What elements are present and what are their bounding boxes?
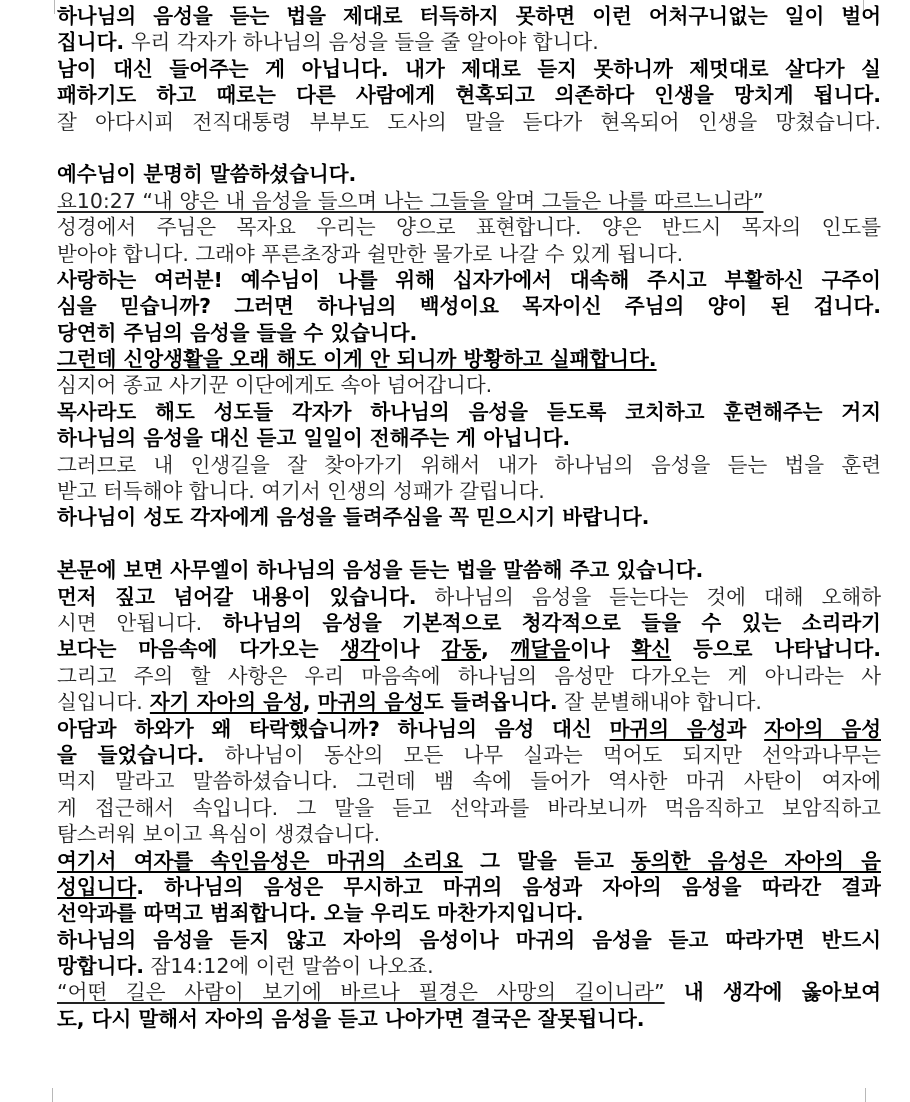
text-line — [57, 3, 881, 29]
text-line — [57, 953, 881, 979]
bold-text: 망합니다. — [57, 954, 144, 979]
underlined-text: 자아의 음성 — [764, 716, 881, 741]
text-line — [57, 848, 881, 874]
text-line — [57, 109, 881, 135]
bold-text: 보다는 마음속에 다가오는 — [57, 637, 341, 662]
bold-text: , — [302, 690, 318, 715]
bold-text: 패하기도 하고 때로는 다른 사람에게 현혹되고 의존하다 인생을 망치게 됩니다. — [57, 83, 881, 108]
text-line — [57, 504, 881, 530]
regular-text: 실입니다. — [57, 690, 143, 715]
regular-text: 받고 터득해야 합니다. 여기서 인생의 성패가 갈립니다. — [57, 479, 545, 504]
text-line — [57, 267, 881, 293]
bold-text: 선악과를 따먹고 범죄합니다. 오늘 우리도 마찬가지입니다. — [57, 901, 584, 926]
bold-text: 하나님의 음성을 대신 듣고 일일이 전해주는 게 아닙니다. — [57, 426, 571, 451]
regular-text: 하나님의 음성을 듣는다는 것에 대해 오해하 — [416, 584, 881, 609]
page-corner-mark-bottom-right — [865, 1088, 888, 1102]
bold-text: 먼저 짚고 넘어갈 내용이 있습니다. — [57, 584, 417, 609]
bold-text: 아담과 하와가 왜 타락했습니까? 하나님의 음성 대신 — [57, 716, 610, 741]
bold-text: 집니다. — [57, 30, 125, 55]
regular-text: 성경에서 주님은 목자요 우리는 양으로 표현합니다. 양은 반드시 목자의 인도를 — [57, 215, 881, 240]
bold-text: . 하나님의 음성은 무시하고 마귀의 음성과 자아의 음성을 따라간 결과 — [136, 874, 881, 899]
bold-text: , — [481, 637, 511, 662]
underlined-text: 요10:27 “내 양은 내 음성을 들으며 나는 그들을 알며 그들은 나를 따르느니라” — [57, 188, 764, 213]
text-line — [57, 478, 881, 504]
bold-text: 예수님이 분명히 말씀하셨습니다. — [57, 162, 357, 187]
text-line — [57, 821, 881, 847]
bold-text: 이나 — [379, 637, 442, 662]
text-line — [57, 742, 881, 768]
regular-text: 시면 안됩니다. — [57, 610, 203, 635]
bold-text: 과 — [726, 716, 765, 741]
text-line — [57, 927, 881, 953]
bold-text — [143, 690, 150, 714]
text-line — [57, 689, 881, 715]
regular-text: 탐스러워 보이고 욕심이 생겼습니다. — [57, 822, 381, 847]
text-line — [57, 399, 881, 425]
bold-text: 본문에 보면 사무엘이 하나님의 음성을 듣는 법을 말씀해 주고 있습니다. — [57, 558, 704, 583]
text-line — [57, 214, 881, 240]
bold-text: 도, 다시 말해서 자아의 음성을 듣고 나아가면 결국은 잘못됩니다. — [57, 1006, 645, 1031]
text-line — [57, 241, 881, 267]
bold-text: 당연히 주님의 음성을 들을 수 있습니다. — [57, 320, 418, 345]
underlined-text: 자기 자아의 음성 — [149, 690, 303, 715]
page-corner-mark-bottom-left — [30, 1088, 53, 1102]
underlined-text: 감동 — [441, 637, 482, 662]
underlined-text: 마귀의 음성 — [317, 690, 424, 715]
regular-text: 하나님이 동산의 모든 나무 실과는 먹어도 되지만 선악과나무는 — [204, 742, 881, 767]
bold-text: 하나님의 음성을 기본적으로 청각적으로 들을 수 있는 소리라기 — [202, 610, 881, 635]
text-line — [57, 979, 881, 1005]
bold-text: 사랑하는 여러분! 예수님이 나를 위해 십자가에서 대속해 주시고 부활하신 구주이 — [57, 267, 881, 292]
regular-text: 먹지 말라고 말씀하셨습니다. 그런데 뱀 속에 들어가 역사한 마귀 사탄이 여자에 — [57, 769, 881, 794]
text-line — [57, 768, 881, 794]
bold-text: 을 들었습니다. — [57, 742, 205, 767]
underlined-text: “어떤 길은 사람이 보기에 바르나 필경은 사망의 길이니라” — [57, 980, 665, 1005]
blank-line — [57, 531, 881, 557]
bold-text: 하나님이 성도 각자에게 음성을 들려주심을 꼭 믿으시기 바랍니다. — [57, 505, 650, 530]
text-line — [57, 161, 881, 187]
text-line — [57, 29, 881, 55]
text-line — [57, 372, 881, 398]
underlined-text: 확신 — [631, 637, 672, 662]
blank-line — [57, 135, 881, 161]
regular-text: 심지어 종교 사기꾼 이단에게도 속아 넘어갑니다. — [57, 373, 493, 398]
regular-text: 잘 분별해내야 합니다. — [557, 690, 762, 715]
text-line — [57, 82, 881, 108]
text-line — [57, 610, 881, 636]
page-corner-mark-top-left — [30, 0, 55, 14]
text-line — [57, 716, 881, 742]
text-line — [57, 584, 881, 610]
underlined-text: 마귀의 음성 — [609, 716, 727, 741]
bold-text: 등으로 나타납니다. — [671, 637, 881, 662]
text-line — [57, 900, 881, 926]
bold-text: 하나님의 음성을 듣지 않고 자아의 음성이나 마귀의 음성을 듣고 따라가면 반드시 — [57, 927, 881, 952]
bold-text: 목사라도 해도 성도들 각자가 하나님의 음성을 듣도록 코치하고 훈련해주는 거지 — [57, 399, 881, 424]
text-line — [57, 1006, 881, 1032]
underlined-text: 동의한 음성은 자아의 음 — [631, 848, 881, 873]
underlined-text: 성입니다 — [57, 874, 137, 899]
text-line — [57, 425, 881, 451]
text-line — [57, 452, 881, 478]
bold-text: 도 들려옵니다. — [423, 690, 558, 715]
text-line — [57, 346, 881, 372]
underlined-text: 깨달음 — [510, 637, 571, 662]
bold-text: 심을 믿습니까? 그러면 하나님의 백성이요 목자이신 주님의 양이 된 겁니다. — [57, 294, 881, 319]
bold-text: 그 말을 듣고 — [462, 848, 632, 873]
regular-text: 받아야 합니다. 그래야 푸른초장과 쉴만한 물가로 나갈 수 있게 됩니다. — [57, 241, 684, 266]
regular-text: 우리 각자가 하나님의 음성을 들을 줄 알아야 합니다. — [124, 30, 599, 55]
text-line — [57, 557, 881, 583]
bold-text: 내 생각에 옳아보여 — [664, 980, 881, 1005]
text-line — [57, 636, 881, 662]
text-line — [57, 874, 881, 900]
underlined-text: 그런데 신앙생활을 오래 해도 이게 안 되니까 방황하고 실패합니다. — [57, 347, 657, 372]
bold-text: 남이 대신 들어주는 게 아닙니다. 내가 제대로 듣지 못하니까 제멋대로 살다가 실 — [57, 56, 881, 81]
underlined-text: 여기서 여자를 속인음성은 마귀의 소리요 — [57, 848, 463, 873]
text-line — [57, 320, 881, 346]
text-line — [57, 56, 881, 82]
text-line — [57, 293, 881, 319]
bold-text: 이나 — [570, 637, 632, 662]
text-line — [57, 795, 881, 821]
bold-text: 하나님의 음성을 듣는 법을 제대로 터득하지 못하면 이런 어처구니없는 일이 벌어 — [57, 4, 881, 28]
regular-text: 그리고 주의 할 사항은 우리 마음속에 하나님의 음성만 다가오는 게 아니라는 사 — [57, 663, 881, 688]
regular-text: 잠14:12에 이런 말씀이 나오죠. — [144, 954, 434, 979]
underlined-text: 생각 — [340, 637, 380, 662]
document-body — [57, 3, 881, 1032]
regular-text: 그러므로 내 인생길을 잘 찾아가기 위해서 내가 하나님의 음성을 듣는 법을 훈련 — [57, 452, 881, 477]
text-line — [57, 188, 881, 214]
text-line — [57, 663, 881, 689]
regular-text: 잘 아다시피 전직대통령 부부도 도사의 말을 듣다가 현옥되어 인생을 망쳤습니다. — [57, 109, 881, 134]
regular-text: 게 접근해서 속입니다. 그 말을 듣고 선악과를 바라보니까 먹음직하고 보암직하고 — [57, 795, 881, 820]
